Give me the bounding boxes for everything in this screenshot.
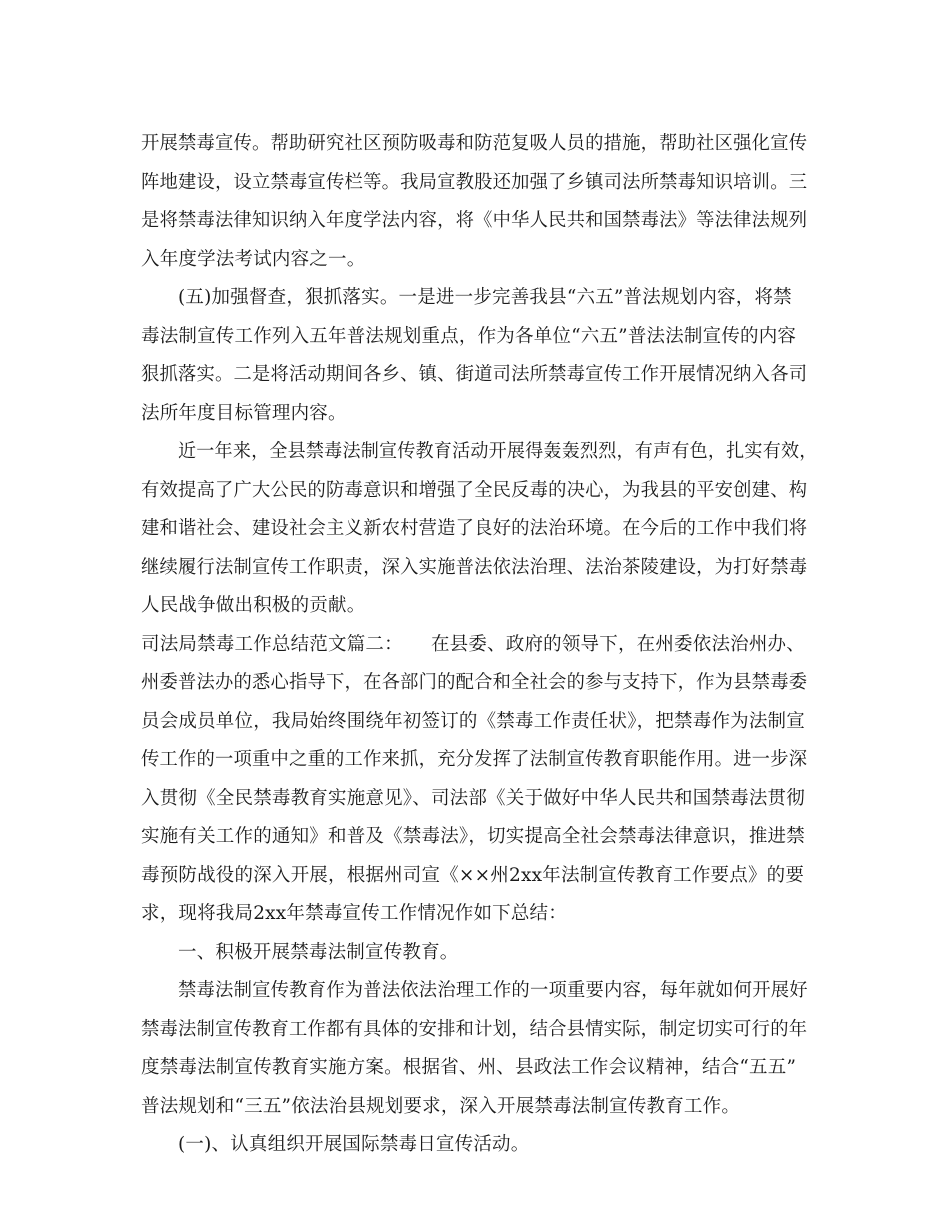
text-line: 有效提高了广大公民的防毒意识和增强了全民反毒的决心，为我县的平安创建、构	[141, 480, 808, 501]
text-line: (五)加强督查，狠抓落实。一是进一步完善我县“六五”普法规划内容，将禁	[178, 287, 792, 308]
text-line: 入贯彻《全民禁毒教育实施意见》、司法部《关于做好中华人民共和国禁毒法贯彻	[141, 788, 805, 809]
text-line: 继续履行法制宣传工作职责，深入实施普法依法治理、法治茶陵建设，为打好禁毒	[141, 557, 808, 578]
text-line: 建和谐社会、建设社会主义新农村营造了良好的法治环境。在今后的工作中我们将	[141, 518, 808, 539]
subsection-heading: (一)、认真组织开展国际禁毒日宣传活动。	[178, 1134, 530, 1155]
text-line: 普法规划和“三五”依法治县规划要求，深入开展禁毒法制宣传教育工作。	[141, 1096, 741, 1117]
text-line: 毒预防战役的深入开展，根据州司宣《××州2xx年法制宣传教育工作要点》的要	[141, 865, 805, 886]
text-line: 阵地建设，设立禁毒宣传栏等。我局宣教股还加强了乡镇司法所禁毒知识培训。三	[141, 172, 808, 193]
text-line: 狠抓落实。二是将活动期间各乡、镇、街道司法所禁毒宣传工作开展情况纳入各司	[141, 364, 808, 385]
text-line: 开展禁毒宣传。帮助研究社区预防吸毒和防范复吸人员的措施，帮助社区强化宣传	[141, 133, 808, 154]
text-line: 毒法制宣传工作列入五年普法规划重点，作为各单位“六五”普法法制宣传的内容	[141, 326, 797, 347]
text-line: 入年度学法考试内容之一。	[141, 249, 366, 270]
text-line: 是将禁毒法律知识纳入年度学法内容，将《中华人民共和国禁毒法》等法律法规列	[141, 210, 808, 231]
text-line: 人民战争做出积极的贡献。	[141, 595, 366, 616]
text-line: 实施有关工作的通知》和普及《禁毒法》，切实提高全社会禁毒法律意识，推进禁	[141, 826, 805, 847]
text-line: 禁毒法制宣传教育工作都有具体的安排和计划，结合县情实际，制定切实可行的年	[141, 1019, 808, 1040]
text-line: 传工作的一项重中之重的工作来抓，充分发挥了法制宣传教育职能作用。进一步深	[141, 749, 808, 770]
section-heading: 司法局禁毒工作总结范文篇二： 在县委、政府的领导下，在州委依法治州办、	[141, 634, 805, 655]
text-line: 法所年度目标管理内容。	[141, 403, 347, 424]
section-heading: 一、积极开展禁毒法制宣传教育。	[178, 942, 459, 963]
text-line: 禁毒法制宣传教育作为普法依法治理工作的一项重要内容，每年就如何开展好	[178, 980, 808, 1001]
text-line: 员会成员单位，我局始终围绕年初签订的《禁毒工作责任状》，把禁毒作为法制宣	[141, 711, 805, 732]
text-line: 近一年来，全县禁毒法制宣传教育活动开展得轰轰烈烈，有声有色，扎实有效，	[178, 441, 818, 462]
text-line: 度禁毒法制宣传教育实施方案。根据省、州、县政法工作会议精神，结合“五五”	[141, 1057, 797, 1078]
text-line: 求，现将我局2xx年禁毒宣传工作情况作如下总结：	[141, 903, 567, 924]
text-line: 州委普法办的悉心指导下，在各部门的配合和全社会的参与支持下，作为县禁毒委	[141, 672, 808, 693]
